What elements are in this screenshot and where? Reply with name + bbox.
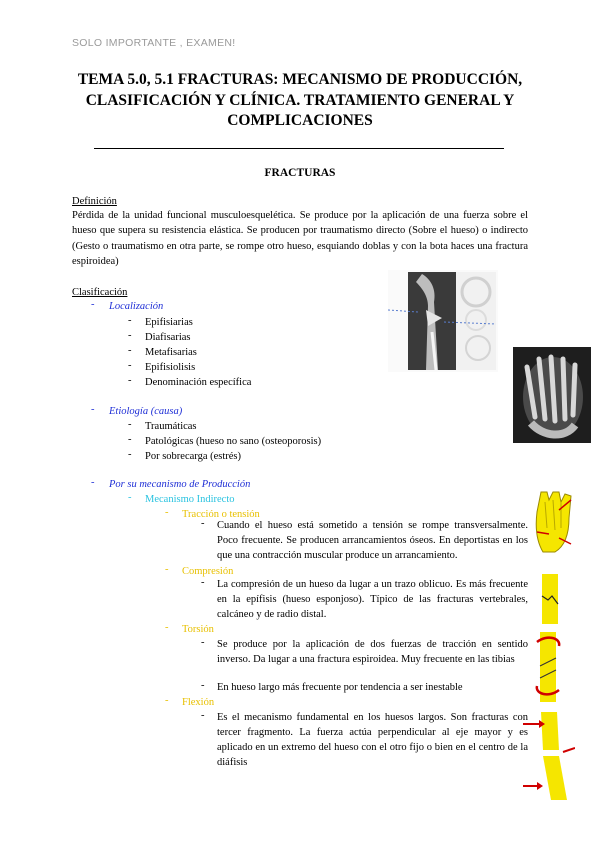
list-item: Por sobrecarga (estrés) bbox=[145, 451, 242, 462]
list-dash: - bbox=[128, 419, 132, 430]
femur-xray-image bbox=[388, 270, 498, 372]
list-item: Epifisiarias bbox=[145, 317, 193, 328]
compresion-text: La compresión de un hueso da lugar a un trazo oblicuo. Es más frecuente en la epífisis (hueso esponjoso). Típico de las fracturas vertebrales, calcáneo y de radio distal. bbox=[217, 579, 528, 620]
localizacion-label: Localización bbox=[109, 301, 164, 312]
indirecto-label: Mecanismo Indirecto bbox=[145, 494, 235, 505]
list-item: Diafisarias bbox=[145, 332, 191, 343]
list-dash: - bbox=[128, 375, 132, 386]
etiologia-label: Etiología (causa) bbox=[109, 406, 183, 417]
list-dash: - bbox=[128, 345, 132, 356]
list-dash: - bbox=[128, 492, 132, 503]
list-dash: - bbox=[128, 330, 132, 341]
torsion-label: Torsión bbox=[182, 624, 214, 635]
list-dash: - bbox=[128, 315, 132, 326]
torsion-bone-diagram bbox=[533, 632, 563, 702]
flexion-bone-diagram bbox=[523, 710, 575, 802]
list-item: Patológicas (hueso no sano (osteoporosis) bbox=[145, 436, 322, 447]
list-item: Metafisarias bbox=[145, 347, 197, 358]
definicion-heading: Definición bbox=[72, 196, 117, 207]
flexion-label: Flexión bbox=[182, 697, 215, 708]
page-title bbox=[70, 70, 530, 132]
list-dash: - bbox=[91, 477, 95, 488]
list-dash: - bbox=[201, 680, 205, 691]
mecanismo-label: Por su mecanismo de Producción bbox=[109, 479, 251, 490]
traction-foot-diagram bbox=[531, 488, 575, 554]
list-dash: - bbox=[128, 449, 132, 460]
title-line-1: TEMA 5.0, 5.1 FRACTURAS: MECANISMO DE PRODUCCIÓN, bbox=[77, 71, 523, 88]
list-dash: - bbox=[165, 507, 169, 518]
list-dash: - bbox=[91, 299, 95, 310]
compresion-label: Compresión bbox=[182, 566, 234, 577]
section-title: FRACTURAS bbox=[264, 167, 336, 179]
list-item: Traumáticas bbox=[145, 421, 197, 432]
list-dash: - bbox=[128, 360, 132, 371]
list-dash: - bbox=[165, 695, 169, 706]
title-divider bbox=[94, 148, 504, 149]
traccion-text: Cuando el hueso está sometido a tensión se rompe transversalmente. Poco frecuente. Se producen arrancamientos óseos. En deportistas en los que una contracción muscular produce un arrancamiento. bbox=[217, 520, 528, 561]
list-dash: - bbox=[165, 622, 169, 633]
traccion-label: Tracción o tensión bbox=[182, 509, 260, 520]
list-item: Epifisiolisis bbox=[145, 362, 196, 373]
list-dash: - bbox=[201, 637, 205, 648]
flexion-text: Es el mecanismo fundamental en los huesos largos. Son fracturas con tercer fragmento. La fuerza actúa perpendicular al eje mayor y es aplicado en un extremo del hueso con el otro fijo o bien en el centro de la diáfisis bbox=[217, 712, 528, 768]
list-dash: - bbox=[128, 434, 132, 445]
list-dash: - bbox=[201, 710, 205, 721]
title-line-3: COMPLICACIONES bbox=[227, 112, 373, 129]
list-dash: - bbox=[165, 564, 169, 575]
list-dash: - bbox=[91, 404, 95, 415]
definicion-text: Pérdida de la unidad funcional musculoesquelética. Se produce por la aplicación de una fuerza sobre el hueso que supera su resistencia elástica. Se producen por traumatismo directo (Sobre el hueso) o indirecto (Gesto o traumatismo en otra parte, se rompe otro hueso, esquiando doblas y con la bota haces una fractura espiroidea) bbox=[72, 210, 528, 267]
list-dash: - bbox=[201, 518, 205, 529]
title-line-2: CLASIFICACIÓN Y CLÍNICA. TRATAMIENTO GENERAL Y bbox=[85, 91, 515, 109]
clasificacion-heading: Clasificación bbox=[72, 287, 128, 298]
foot-xray-image bbox=[513, 347, 591, 443]
torsion-text-2: En hueso largo más frecuente por tendencia a ser inestable bbox=[217, 682, 463, 693]
header-note: SOLO IMPORTANTE , EXAMEN! bbox=[72, 37, 236, 49]
torsion-text-1: Se produce por la aplicación de dos fuerzas de tracción en sentido inverso. Da lugar a una fractura espiroidea. Muy frecuente en las tibias bbox=[217, 639, 528, 665]
list-item: Denominación específica bbox=[145, 377, 252, 388]
compression-bone-diagram bbox=[540, 574, 560, 624]
list-dash: - bbox=[201, 577, 205, 588]
